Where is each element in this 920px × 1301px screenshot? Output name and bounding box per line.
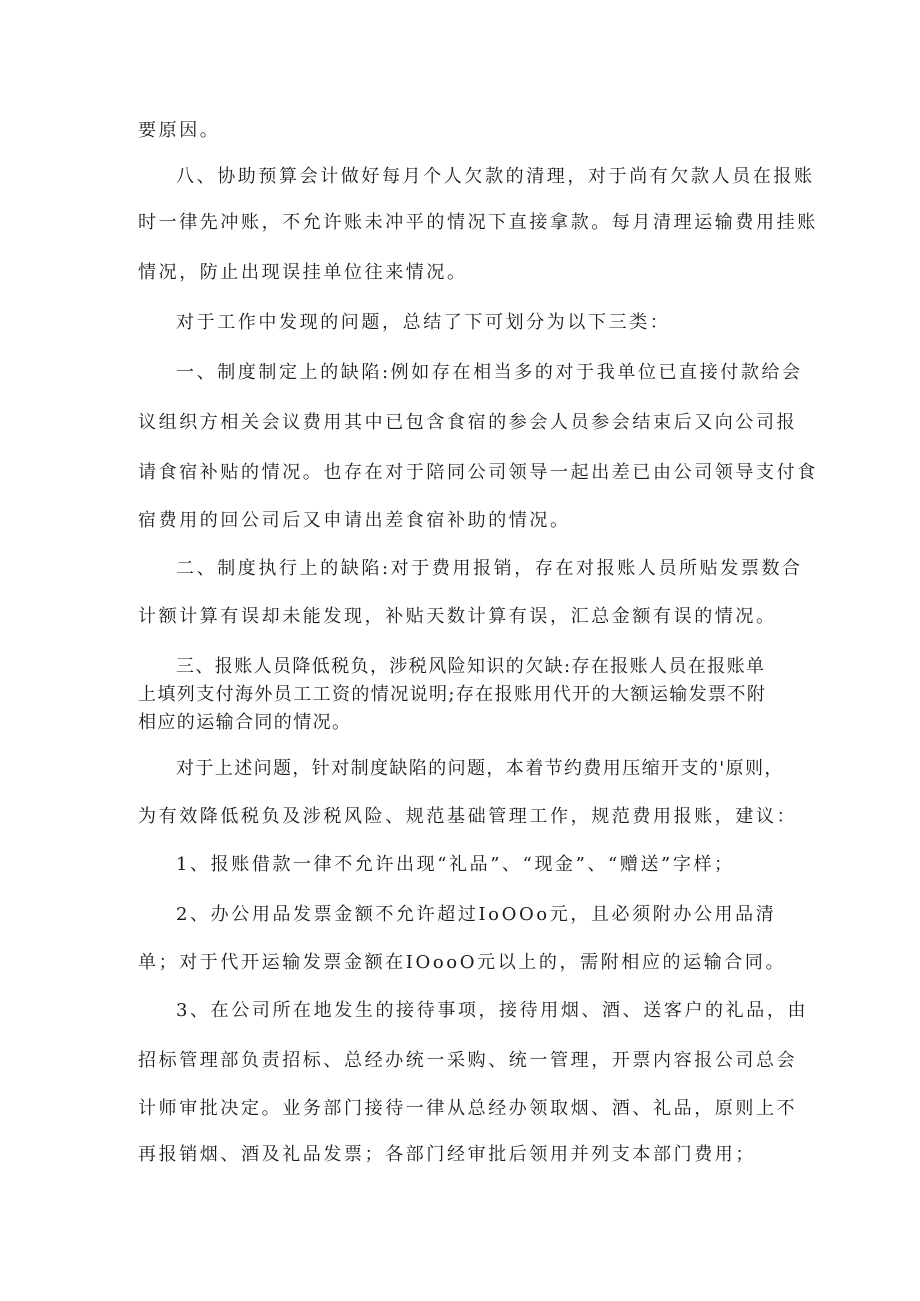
text-line: 八、协助预算会计做好每月个人欠款的清理，对于尚有欠款人员在报账: [176, 166, 815, 187]
text-line: 招标管理部负责招标、总经办统一采购、统一管理，开票内容报公司总会: [138, 1050, 798, 1071]
text-line: 时一律先冲账，不允许账未冲平的情况下直接拿款。每月清理运输费用挂账: [138, 212, 818, 233]
text-line: 再报销烟、酒及礼品发票；各部门经审批后领用并列支本部门费用；: [138, 1144, 756, 1165]
text-line: 对于工作中发现的问题，总结了下可划分为以下三类：: [176, 312, 671, 333]
text-line: 上填列支付海外员工工资的情况说明;存在报账用代开的大额运输发票不附: [138, 684, 767, 705]
text-line: 1、报账借款一律不允许出现“礼品”、“现金”、“赠送”字样；: [176, 854, 735, 875]
text-line: 一、制度制定上的缺陷:例如存在相当多的对于我单位已直接付款给会: [176, 362, 803, 383]
text-line: 为有效降低税负及涉税风险、规范基础管理工作，规范费用报账，建议：: [138, 806, 798, 827]
text-line: 单；对于代开运输发票金额在IOooO元以上的，需附相应的运输合同。: [138, 952, 787, 973]
text-line: 宿费用的回公司后又申请出差食宿补助的情况。: [138, 510, 571, 531]
text-line: 计额计算有误却未能发现，补贴天数计算有误，汇总金额有误的情况。: [138, 606, 777, 627]
text-line: 相应的运输合同的情况。: [138, 712, 352, 733]
text-line: 2、办公用品发票金额不允许超过IoOOo元，且必须附办公用品清: [176, 904, 777, 925]
text-line: 二、制度执行上的缺陷:对于费用报销，存在对报账人员所贴发票数合: [176, 558, 803, 579]
text-line: 议组织方相关会议费用其中已包含食宿的参会人员参会结束后又向公司报: [138, 412, 798, 433]
text-line: 三、报账人员降低税负，涉税风险知识的欠缺:存在报账人员在报账单: [176, 656, 766, 677]
text-line: 情况，防止出现误挂单位往来情况。: [138, 262, 468, 283]
text-line: 计师审批决定。业务部门接待一律从总经办领取烟、酒、礼品，原则上不: [138, 1098, 798, 1119]
text-line: 请食宿补贴的情况。也存在对于陪同公司领导一起出差已由公司领导支付食: [138, 462, 818, 483]
text-line: 对于上述问题，针对制度缺陷的问题，本着节约费用压缩开支的'原则，: [176, 758, 784, 779]
text-line: 要原因。: [138, 120, 221, 141]
text-line: 3、在公司所在地发生的接待事项，接待用烟、酒、送客户的礼品，由: [176, 1000, 809, 1021]
